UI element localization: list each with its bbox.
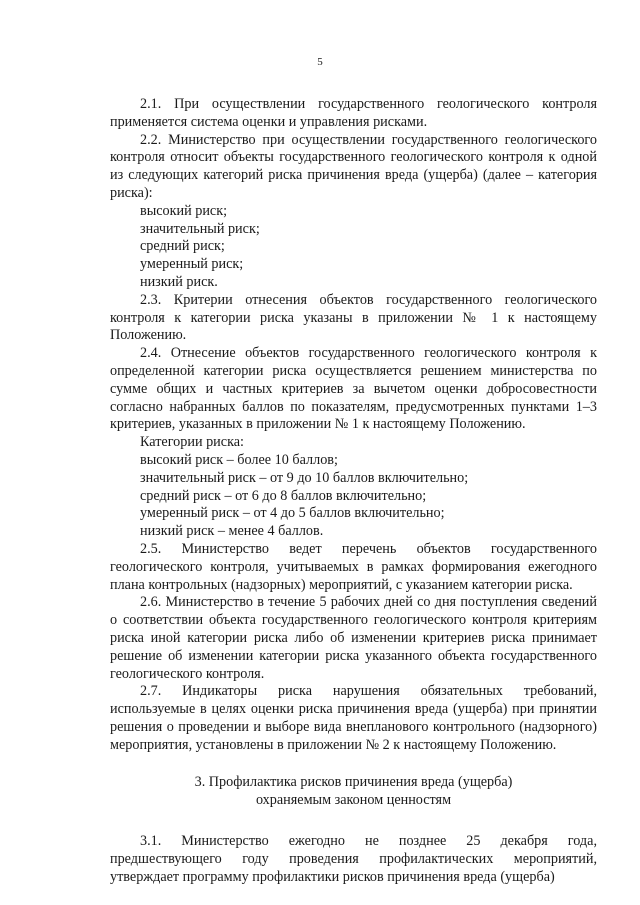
paragraph-2-1: 2.1. При осуществлении государственного геологического контроля применяется система оценки и управления рисками.: [110, 96, 597, 130]
categories-title: Категории риска:: [140, 434, 244, 451]
list-item-score-moderate: умеренный риск – от 4 до 5 баллов включительно;: [140, 505, 445, 522]
paragraph-2-3: 2.3. Критерии отнесения объектов государственного геологического контроля к категории риска указаны в приложении № 1 к настоящему Положению.: [110, 291, 597, 344]
list-item-risk-high: высокий риск;: [140, 202, 228, 219]
paragraph-2-2: 2.2. Министерство при осуществлении государственного геологического контроля относит объекты государственного геологического контроля к одной из следующих категорий риска причинения вреда (ущерба) (далее – категория риска):: [110, 131, 597, 201]
list-item-risk-moderate: умеренный риск;: [140, 256, 244, 273]
paragraph-2-5: 2.5. Министерство ведет перечень объектов государственного геологического контроля, учитываемых в рамках формирования ежегодного плана контрольных (надзорных) мероприятий, с указанием категории риска.: [110, 540, 597, 593]
list-item-risk-significant: значительный риск;: [140, 220, 260, 237]
section-heading-line-2: охраняемым законом ценностям: [255, 792, 452, 809]
section-heading: [110, 774, 597, 810]
page-number: 5: [317, 56, 323, 68]
list-item-risk-medium: средний риск;: [140, 238, 225, 255]
paragraph-3-1: 3.1. Министерство ежегодно не позднее 25 декабря года, предшествующего году проведения профилактических мероприятий, утверждает программу профилактики рисков причинения вреда (ущерба): [110, 833, 597, 885]
section-heading-line-1: 3. Профилактика рисков причинения вреда (ущерба): [194, 774, 513, 791]
paragraph-2-7: 2.7. Индикаторы риска нарушения обязательных требований, используемые в целях оценки риска причинения вреда (ущерба) при принятии решения о проведении и выборе вида внепланового контрольного (надзорного) мероприятия, установлены в приложении № 2 к настоящему Положению.: [110, 683, 597, 753]
document-body: [110, 96, 597, 886]
list-item-score-high: высокий риск – более 10 баллов;: [140, 451, 338, 468]
list-item-score-low: низкий риск – менее 4 баллов.: [140, 523, 324, 540]
list-item-score-significant: значительный риск – от 9 до 10 баллов включительно;: [140, 469, 469, 486]
list-item-risk-low: низкий риск.: [140, 273, 218, 290]
paragraph-2-6: 2.6. Министерство в течение 5 рабочих дней со дня поступления сведений о соответствии объекта государственного геологического контроля критериям риска иной категории риска либо об изменении критериев риска принимает решение об изменении категории риска указанного объекта государственного геологического контроля.: [110, 594, 597, 682]
paragraph-2-4: 2.4. Отнесение объектов государственного геологического контроля к определенной категории риска осуществляется решением министерства по сумме общих и частных критериев за вычетом оценки добросовестности согласно набранных баллов по показателям, предусмотренных пунктами 1–3 критериев, указанных в приложении № 1 к настоящему Положению.: [110, 345, 597, 433]
list-item-score-medium: средний риск – от 6 до 8 баллов включительно;: [140, 487, 427, 504]
